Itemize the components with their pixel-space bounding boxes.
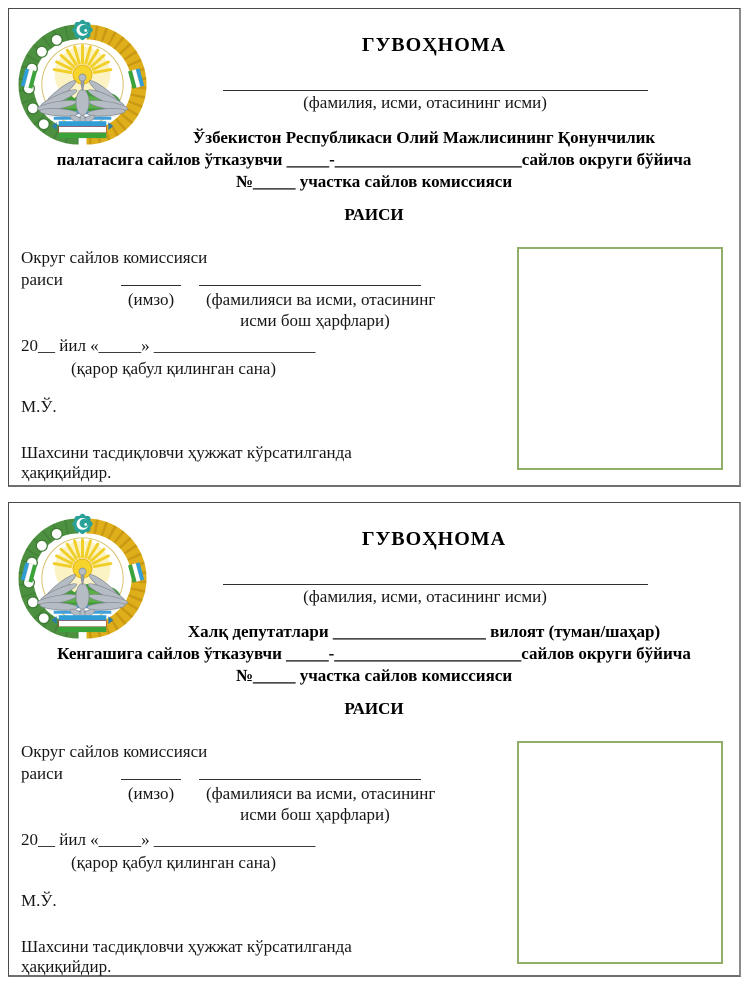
holder-name-caption: (фамилия, исми, отасининг исми) [303,93,547,112]
commission-label-line1: Округ сайлов комиссияси [21,742,208,761]
holder-name-caption: (фамилия, исми, отасининг исми) [303,587,547,606]
commission-label-line2: раиси [21,270,63,289]
initials-caption-line1: (фамилияси ва исми, отасининг [206,784,436,803]
decision-date-line: 20__ йил «_____» ___________________ [21,830,316,849]
validity-note-line1: Шахсини тасдиқловчи ҳужжат кўрсатилганда [21,443,352,462]
validity-note-line2: ҳақиқийдир. [21,463,112,482]
full-name-line [199,276,421,286]
signature-caption: (имзо) [127,290,175,309]
validity-note-line2: ҳақиқийдир. [21,957,112,976]
issuing-body-line1: Халқ депутатлари __________________ вилоят (туман/шаҳар) [187,622,661,641]
initials-caption-line2: исми бош ҳарфлари) [240,805,390,824]
initials-caption-line1: (фамилияси ва исми, отасининг [206,290,436,309]
issuing-body-line3: №_____ участка сайлов комиссияси [235,666,513,685]
signature-line [121,770,181,780]
seal-abbreviation: М.Ў. [21,891,57,910]
decision-date-caption: (қарор қабул қилинган сана) [71,359,277,378]
full-name-line [199,770,421,780]
signature-caption: (имзо) [127,784,175,803]
seal-abbreviation: М.Ў. [21,397,57,416]
issuing-body-line3: №_____ участка сайлов комиссияси [235,172,513,191]
photo-box [517,247,723,470]
decision-date-line: 20__ йил «_____» ___________________ [21,336,316,355]
commission-label-line2: раиси [21,764,63,783]
issuing-body-line1: Ўзбекистон Республикаси Олий Мажлисининг Қонунчилик [192,128,656,147]
issuing-body-line2: палатасига сайлов ўтказувчи _____-______________________сайлов округи бўйича [56,150,692,169]
commission-label-line1: Округ сайлов комиссияси [21,248,208,267]
signature-line [121,276,181,286]
certificate-title: ГУВОҲНОМА [361,528,507,550]
holder-name-line [223,82,648,91]
validity-note-line1: Шахсини тасдиқловчи ҳужжат кўрсатилганда [21,937,352,956]
initials-caption-line2: исми бош ҳарфлари) [240,311,390,330]
certificate-title: ГУВОҲНОМА [361,34,507,56]
chairman-heading: РАИСИ [344,699,404,718]
certificate-form-regional-council [8,502,741,977]
issuing-body-line2: Кенгашига сайлов ўтказувчи _____-______________________сайлов округи бўйича [57,644,691,663]
decision-date-caption: (қарор қабул қилинган сана) [71,853,277,872]
chairman-heading: РАИСИ [344,205,404,224]
certificate-form-legislative-chamber [8,8,741,487]
holder-name-line [223,576,648,585]
photo-box [517,741,723,964]
